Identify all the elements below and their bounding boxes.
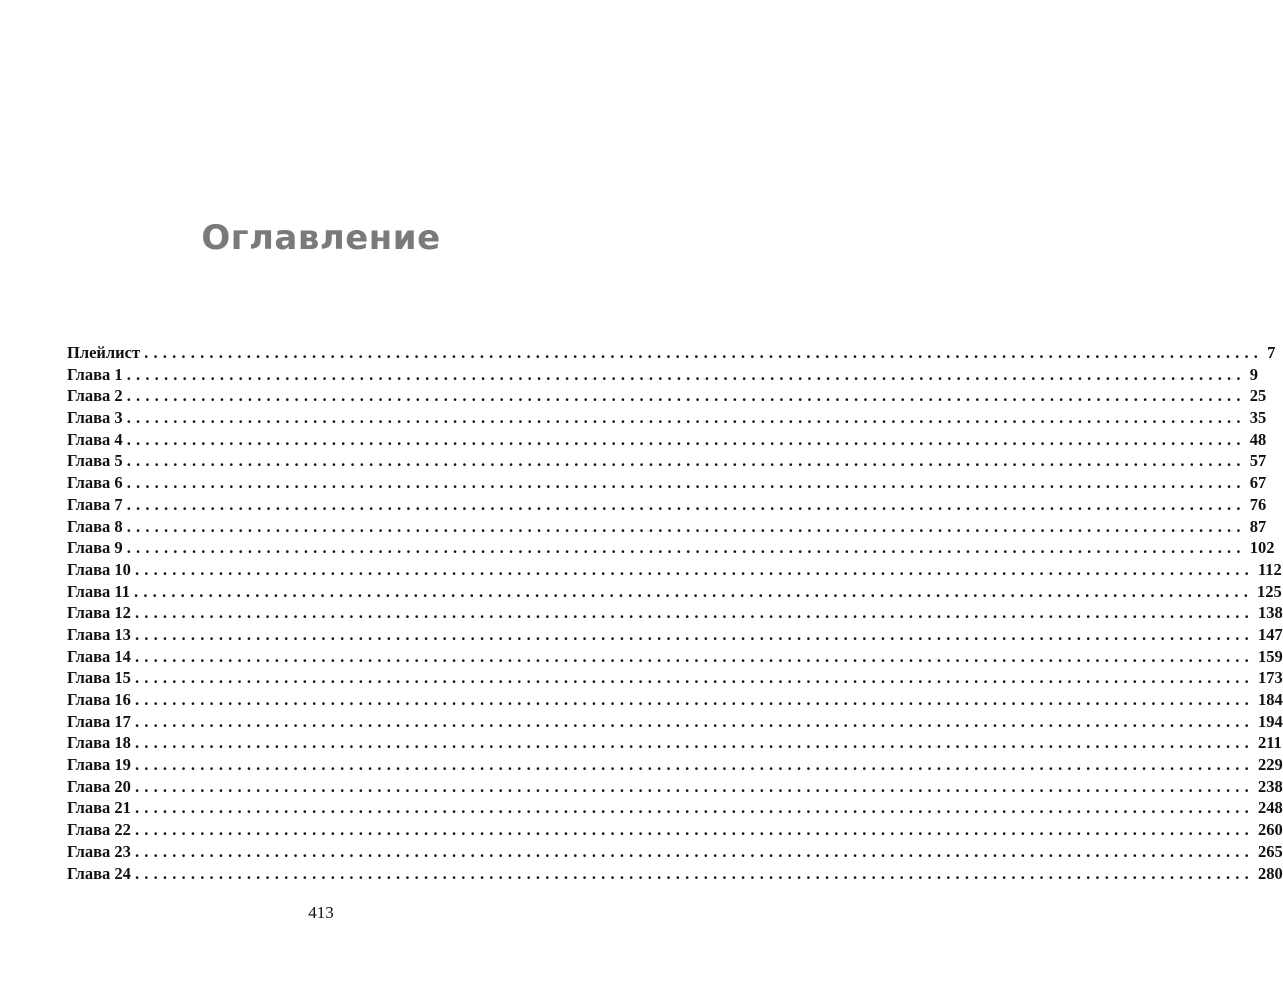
toc-entry-title: Глава 19 [67, 755, 131, 775]
toc-entry[interactable] [67, 602, 1283, 624]
toc-entry-page: 112 [1257, 559, 1282, 579]
toc-entry-page: 7 [1267, 343, 1276, 362]
toc-entry[interactable] [67, 819, 1283, 841]
toc-entry-title: Глава 13 [67, 624, 131, 644]
toc-entry-title: Глава 24 [67, 863, 131, 883]
dot-leader: ........................................................................................................................ [134, 646, 1254, 666]
toc-entry-page: 265 [1257, 841, 1283, 861]
toc-entry-title: Глава 2 [67, 386, 123, 406]
toc-entry[interactable] [67, 776, 1283, 798]
toc-entry-page: 260 [1257, 820, 1283, 840]
toc-entry-page: 173 [1257, 668, 1283, 688]
toc-entry-page: 184 [1257, 690, 1283, 709]
toc-entry[interactable] [67, 863, 1283, 885]
toc-entry[interactable] [67, 516, 1267, 538]
toc-entry-page: 138 [1257, 603, 1283, 623]
toc-entry-page: 48 [1249, 429, 1267, 449]
toc-entry-title: Глава 18 [67, 733, 131, 753]
dot-leader: ........................................................................................................................ [134, 624, 1254, 644]
toc-entry-page: 147 [1257, 624, 1283, 644]
dot-leader: ........................................................................................................................ [144, 343, 1264, 362]
dot-leader: ........................................................................................................................ [134, 711, 1254, 731]
toc-entry-title: Глава 17 [67, 711, 131, 731]
toc-entry-title: Глава 7 [67, 494, 123, 514]
dot-leader: ........................................................................................................................ [126, 538, 1246, 558]
toc-entry-title: Глава 21 [67, 798, 131, 818]
toc-entry-title: Глава 1 [67, 364, 123, 384]
toc-entry-page: 211 [1257, 733, 1282, 753]
toc-entry-page: 25 [1249, 386, 1267, 406]
toc-entry[interactable] [67, 646, 1283, 668]
toc-entry[interactable] [67, 689, 1283, 711]
toc-entry[interactable] [67, 841, 1283, 863]
dot-leader: ........................................................................................................................ [126, 386, 1246, 406]
dot-leader: ........................................................................................................................ [134, 841, 1254, 861]
toc-entry[interactable] [67, 581, 1282, 603]
toc-entry[interactable] [67, 667, 1283, 689]
toc-entry[interactable] [67, 537, 1275, 559]
toc-entry-page: 159 [1257, 646, 1283, 666]
dot-leader: ........................................................................................................................ [126, 408, 1246, 428]
dot-leader: ........................................................................................................................ [134, 820, 1254, 840]
dot-leader: ........................................................................................................................ [134, 603, 1254, 623]
toc-entry-page: 76 [1249, 494, 1267, 514]
toc-entry-title: Глава 22 [67, 820, 131, 840]
dot-leader: ........................................................................................................................ [134, 755, 1254, 775]
dot-leader: ........................................................................................................................ [126, 494, 1246, 514]
toc-entry-title: Плейлист [67, 343, 141, 362]
page-title: Оглавление [201, 218, 441, 258]
toc-entry[interactable] [67, 754, 1283, 776]
toc-entry-title: Глава 14 [67, 646, 131, 666]
toc-entry[interactable] [67, 342, 1276, 364]
toc-entry[interactable] [67, 494, 1267, 516]
toc-entry-page: 67 [1249, 473, 1267, 493]
dot-leader: ........................................................................................................................ [134, 559, 1254, 579]
toc-entry[interactable] [67, 711, 1283, 733]
toc-entry[interactable] [67, 559, 1282, 581]
toc-entry-title: Глава 12 [67, 603, 131, 623]
toc-entry-title: Глава 8 [67, 516, 123, 536]
dot-leader: ........................................................................................................................ [134, 863, 1254, 883]
dot-leader: ........................................................................................................................ [134, 798, 1254, 818]
dot-leader: ........................................................................................................................ [126, 429, 1246, 449]
dot-leader: ........................................................................................................................ [134, 733, 1254, 753]
dot-leader: ........................................................................................................................ [126, 516, 1246, 536]
toc-entry-title: Глава 11 [67, 581, 131, 601]
toc-entry[interactable] [67, 450, 1267, 472]
toc-entry[interactable] [67, 624, 1283, 646]
dot-leader: ........................................................................................................................ [126, 451, 1246, 471]
toc-entry-title: Глава 15 [67, 668, 131, 688]
toc-entry-page: 125 [1257, 581, 1282, 601]
dot-leader: ........................................................................................................................ [126, 473, 1246, 493]
toc-entry-page: 87 [1249, 516, 1267, 536]
page-number: 413 [308, 903, 334, 922]
toc-entry-page: 280 [1257, 863, 1283, 883]
toc-entry[interactable] [67, 407, 1267, 429]
dot-leader: ........................................................................................................................ [134, 581, 1254, 601]
toc-entry-page: 102 [1249, 538, 1275, 558]
toc-entry-title: Глава 3 [67, 408, 123, 428]
toc-entry[interactable] [67, 429, 1267, 451]
toc-entry-page: 238 [1257, 776, 1283, 796]
toc-entry[interactable] [67, 385, 1267, 407]
toc-entry-title: Глава 20 [67, 776, 131, 796]
toc-entry-page: 194 [1257, 711, 1283, 731]
dot-leader: ........................................................................................................................ [134, 690, 1254, 709]
table-of-contents [67, 342, 1283, 884]
toc-entry-page: 57 [1249, 451, 1267, 471]
toc-entry[interactable] [67, 364, 1258, 386]
toc-entry-title: Глава 4 [67, 429, 123, 449]
toc-entry-title: Глава 16 [67, 690, 131, 709]
toc-entry-title: Глава 10 [67, 559, 131, 579]
toc-entry[interactable] [67, 732, 1282, 754]
toc-entry[interactable] [67, 797, 1283, 819]
dot-leader: ........................................................................................................................ [134, 776, 1254, 796]
toc-entry-title: Глава 6 [67, 473, 123, 493]
toc-entry-page: 9 [1249, 364, 1258, 384]
toc-entry-page: 248 [1257, 798, 1283, 818]
toc-entry-title: Глава 23 [67, 841, 131, 861]
toc-entry[interactable] [67, 472, 1267, 494]
toc-entry-page: 229 [1257, 755, 1283, 775]
toc-entry-page: 35 [1249, 408, 1267, 428]
dot-leader: ........................................................................................................................ [126, 364, 1246, 384]
toc-entry-title: Глава 5 [67, 451, 123, 471]
toc-entry-title: Глава 9 [67, 538, 123, 558]
dot-leader: ........................................................................................................................ [134, 668, 1254, 688]
